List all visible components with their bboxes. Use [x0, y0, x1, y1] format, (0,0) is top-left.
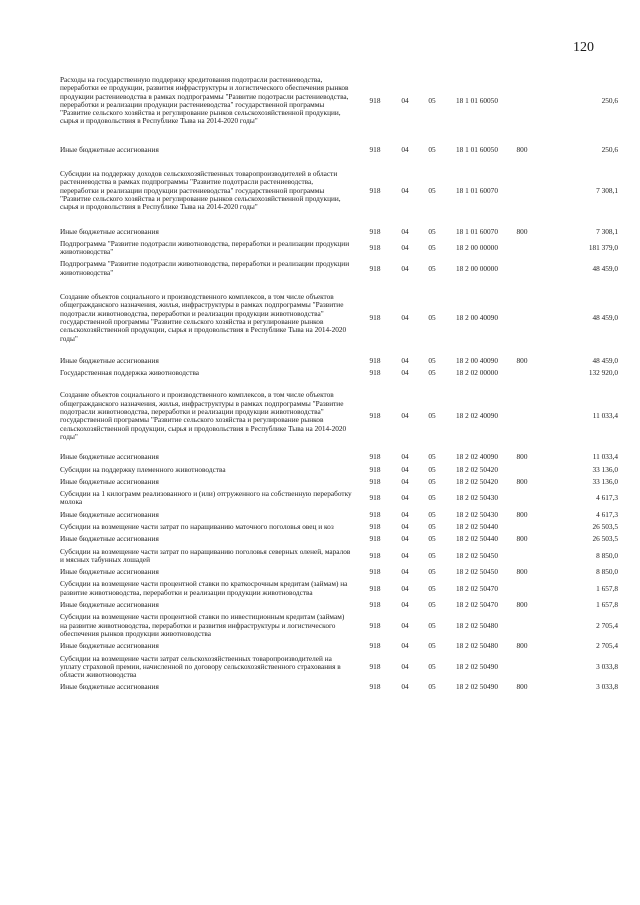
row-target-code: 18 2 02 50470: [456, 600, 498, 610]
row-subsection: 05: [428, 243, 436, 252]
table-row: [60, 642, 620, 650]
row-amount: 33 136,0: [592, 464, 618, 474]
row-target-code: 18 1 01 60050: [456, 144, 498, 154]
row-admin-code: 918: [369, 411, 381, 421]
row-section: 04: [401, 583, 409, 593]
row-name: Субсидии на возмещение части затрат сельскохозяйственных товаропроизводителей на уплату страховой премии, начисленной по договору сельскохозяйственного страхования в области животноводства: [60, 653, 341, 680]
row-expense-type: 800: [516, 641, 528, 651]
row-section: 04: [401, 600, 409, 610]
row-subsection: 05: [428, 521, 436, 531]
row-name: Подпрограмма "Развитие подотрасли животноводства, переработки и реализации продукции животноводства": [60, 259, 350, 277]
row-section: 04: [401, 550, 409, 560]
row-name: Расходы на государственную поддержку кредитования подотрасли растениеводства, переработки ее продукции, развития инфраструктуры и логистического обеспечения рынков продукции растениеводства в рамках подпрограммы "Развитие подотрасли растениеводства, переработки и реализации продукции растениеводства" государственной программы "Развитие сельского хозяйства и регулирование рынков сельскохозяйственной продукции, сырья и продовольствия в Республике Тыва на 2014-2020 годы": [60, 75, 349, 126]
row-spacer: [60, 126, 620, 146]
row-name: Государственная поддержка животноводства: [60, 368, 200, 378]
row-target-code: 18 2 00 40090: [456, 355, 498, 365]
row-admin-code: 918: [369, 464, 381, 474]
row-expense-type: 800: [516, 452, 528, 462]
row-subsection: 05: [428, 661, 436, 671]
row-subsection: 05: [428, 583, 436, 593]
row-amount: 250,6: [601, 144, 618, 154]
page-number: 120: [573, 40, 594, 55]
row-name: Субсидии на возмещение части затрат по наращиванию маточного поголовья овец и коз: [60, 521, 334, 531]
row-name: Создание объектов социального и производственного комплексов, в том числе объектов общегражданского назначения, жилья, инфраструктуры в рамках подпрограммы "Развитие подотрасли животноводства, переработки и реализации продукции животноводства" государственной программы "Развитие сельского хозяйства и регулирование рынков сельскохозяйственной продукции, сырья и продовольствия в Республике Тыва на 2014-2020 годы": [60, 390, 347, 441]
row-subsection: 05: [428, 368, 436, 378]
row-section: 04: [401, 452, 409, 462]
row-section: 04: [401, 476, 409, 486]
row-subsection: 05: [428, 534, 436, 544]
row-subsection: 05: [428, 411, 436, 421]
row-subsection: 05: [428, 312, 436, 322]
row-name: Субсидии на возмещение части процентной ставки по инвестиционным кредитам (займам) на развитие животноводства, переработки и развития инфраструктуры и логистического обеспечения рынков продукции животноводства: [60, 612, 345, 638]
row-amount: 1 657,8: [596, 583, 618, 593]
table-row: [60, 535, 620, 543]
row-target-code: 18 2 02 50420: [456, 464, 498, 474]
row-admin-code: 918: [369, 509, 381, 519]
row-amount: 8 850,0: [596, 550, 618, 560]
row-amount: 3 033,8: [596, 661, 618, 671]
row-target-code: 18 2 02 50450: [456, 550, 498, 560]
row-amount: 26 503,5: [592, 521, 618, 531]
table-row: [60, 453, 620, 461]
row-amount: 4 617,3: [596, 509, 618, 519]
row-admin-code: 918: [369, 368, 381, 378]
table-row: [60, 568, 620, 576]
table-row: [60, 613, 620, 638]
row-section: 04: [401, 464, 409, 474]
row-section: 04: [401, 312, 409, 322]
row-section: 04: [401, 521, 409, 531]
row-section: 04: [401, 411, 409, 421]
row-admin-code: 918: [369, 600, 381, 610]
row-admin-code: 918: [369, 185, 381, 195]
table-row: [60, 511, 620, 519]
row-name: Иные бюджетные ассигнования: [60, 144, 159, 154]
row-name: Создание объектов социального и производственного комплексов, в том числе объектов общегражданского назначения, жилья, инфраструктуры в рамках подпрограммы "Развитие подотрасли животноводства, переработки и реализации продукции животноводства" государственной программы "Развитие сельского хозяйства и регулирование рынков сельскохозяйственной продукции, сырья и продовольствия в Республике Тыва на 2014-2020 годы": [60, 292, 347, 343]
row-section: 04: [401, 534, 409, 544]
row-amount: 11 033,4: [592, 452, 618, 462]
table-row: [60, 580, 620, 597]
row-subsection: 05: [428, 464, 436, 474]
row-target-code: 18 1 01 60070: [456, 185, 498, 195]
row-section: 04: [401, 368, 409, 378]
row-section: 04: [401, 493, 409, 503]
row-amount: 181 379,0: [588, 243, 618, 252]
row-amount: 3 033,8: [596, 682, 618, 692]
row-amount: 11 033,4: [592, 411, 618, 421]
row-admin-code: 918: [369, 534, 381, 544]
row-amount: 2 705,4: [596, 620, 618, 630]
row-name: Иные бюджетные ассигнования: [60, 226, 159, 236]
row-admin-code: 918: [369, 226, 381, 236]
table-row: [60, 240, 620, 257]
row-subsection: 05: [428, 620, 436, 630]
table-row: [60, 391, 620, 441]
row-subsection: 05: [428, 641, 436, 651]
row-amount: 48 459,0: [592, 263, 618, 273]
row-section: 04: [401, 661, 409, 671]
row-subsection: 05: [428, 600, 436, 610]
row-section: 04: [401, 243, 409, 252]
row-amount: 7 308,1: [596, 185, 618, 195]
row-name: Подпрограмма "Развитие подотрасли животноводства, переработки и реализации продукции животноводства": [60, 238, 350, 257]
row-target-code: 18 2 02 40090: [456, 411, 498, 421]
row-expense-type: 800: [516, 600, 528, 610]
row-subsection: 05: [428, 263, 436, 273]
row-name: Иные бюджетные ассигнования: [60, 682, 159, 692]
row-expense-type: 800: [516, 226, 528, 236]
row-section: 04: [401, 355, 409, 365]
row-target-code: 18 2 02 00000: [456, 368, 498, 378]
row-name: Субсидии на 1 килограмм реализованного и (или) отгруженного на собственную переработку молока: [60, 489, 352, 507]
row-name: Субсидии на поддержку племенного животноводства: [60, 464, 226, 474]
row-spacer: [60, 212, 620, 228]
row-amount: 1 657,8: [596, 600, 618, 610]
row-name: Иные бюджетные ассигнования: [60, 567, 159, 577]
row-subsection: 05: [428, 95, 436, 105]
table-row: [60, 655, 620, 680]
table-row: [60, 146, 620, 154]
row-expense-type: 800: [516, 355, 528, 365]
row-target-code: 18 2 02 50450: [456, 567, 498, 577]
row-target-code: 18 2 02 40090: [456, 452, 498, 462]
row-admin-code: 918: [369, 95, 381, 105]
row-amount: 8 850,0: [596, 567, 618, 577]
row-subsection: 05: [428, 550, 436, 560]
row-amount: 4 617,3: [596, 493, 618, 503]
row-section: 04: [401, 263, 409, 273]
row-subsection: 05: [428, 355, 436, 365]
row-target-code: 18 2 00 40090: [456, 312, 498, 322]
row-admin-code: 918: [369, 583, 381, 593]
row-target-code: 18 2 02 50430: [456, 493, 498, 503]
table-row: [60, 260, 620, 277]
row-admin-code: 918: [369, 641, 381, 651]
row-target-code: 18 2 00 00000: [456, 263, 498, 273]
row-subsection: 05: [428, 567, 436, 577]
row-target-code: 18 2 02 50480: [456, 620, 498, 630]
row-section: 04: [401, 509, 409, 519]
row-subsection: 05: [428, 226, 436, 236]
row-spacer: [60, 277, 620, 293]
table-row: [60, 548, 620, 565]
row-target-code: 18 2 02 50430: [456, 509, 498, 519]
row-admin-code: 918: [369, 550, 381, 560]
row-target-code: 18 2 02 50490: [456, 682, 498, 692]
table-row: [60, 683, 620, 691]
row-section: 04: [401, 641, 409, 651]
row-subsection: 05: [428, 509, 436, 519]
row-subsection: 05: [428, 493, 436, 503]
table-row: [60, 357, 620, 365]
row-subsection: 05: [428, 185, 436, 195]
row-amount: 2 705,4: [596, 641, 618, 651]
row-admin-code: 918: [369, 521, 381, 531]
row-name: Субсидии на возмещение части процентной ставки по краткосрочным кредитам (займам) на развитие животноводства, переработки и реализации продукции животноводства: [60, 579, 348, 597]
row-target-code: 18 2 02 50490: [456, 661, 498, 671]
row-target-code: 18 1 01 60050: [456, 95, 498, 105]
row-admin-code: 918: [369, 682, 381, 692]
row-amount: 132 920,0: [588, 368, 618, 378]
row-expense-type: 800: [516, 534, 528, 544]
row-admin-code: 918: [369, 263, 381, 273]
row-amount: 26 503,5: [592, 534, 618, 544]
row-target-code: 18 2 02 50440: [456, 534, 498, 544]
row-admin-code: 918: [369, 567, 381, 577]
row-admin-code: 918: [369, 144, 381, 154]
row-section: 04: [401, 620, 409, 630]
table-row: [60, 478, 620, 486]
table-row: [60, 601, 620, 609]
budget-table: [60, 76, 620, 692]
row-expense-type: 800: [516, 144, 528, 154]
table-row: [60, 170, 620, 211]
row-section: 04: [401, 95, 409, 105]
row-expense-type: 800: [516, 476, 528, 486]
row-subsection: 05: [428, 682, 436, 692]
row-section: 04: [401, 567, 409, 577]
row-admin-code: 918: [369, 661, 381, 671]
row-name: Иные бюджетные ассигнования: [60, 641, 159, 651]
row-subsection: 05: [428, 144, 436, 154]
table-row: [60, 293, 620, 343]
row-name: Субсидии на поддержку доходов сельскохозяйственных товаропроизводителей в области растениеводства в рамках подпрограммы "Развитие подотрасли растениеводства, переработки и реализации продукции растениеводства" государственной программы "Развитие сельского хозяйства и регулирование рынков сельскохозяйственной продукции, сырья и продовольствия в Республике Тыва на 2014-2020 годы": [60, 169, 341, 212]
row-name: Иные бюджетные ассигнования: [60, 355, 159, 365]
row-target-code: 18 1 01 60070: [456, 226, 498, 236]
table-row: [60, 228, 620, 236]
row-target-code: 18 2 02 50470: [456, 583, 498, 593]
row-admin-code: 918: [369, 243, 381, 252]
table-row: [60, 76, 620, 126]
row-subsection: 05: [428, 452, 436, 462]
row-name: Иные бюджетные ассигнования: [60, 452, 159, 462]
row-admin-code: 918: [369, 620, 381, 630]
row-amount: 33 136,0: [592, 476, 618, 486]
row-amount: 48 459,0: [592, 355, 618, 365]
row-admin-code: 918: [369, 355, 381, 365]
table-row: [60, 369, 620, 377]
row-name: Субсидии на возмещение части затрат по наращиванию поголовья северных оленей, маралов и мясных табунных лошадей: [60, 546, 351, 564]
row-amount: 48 459,0: [592, 312, 618, 322]
row-spacer: [60, 154, 620, 170]
row-section: 04: [401, 682, 409, 692]
row-expense-type: 800: [516, 509, 528, 519]
row-expense-type: 800: [516, 682, 528, 692]
row-name: Иные бюджетные ассигнования: [60, 600, 159, 610]
row-admin-code: 918: [369, 493, 381, 503]
table-row: [60, 490, 620, 507]
row-target-code: 18 2 02 50440: [456, 521, 498, 531]
row-target-code: 18 2 00 00000: [456, 243, 498, 252]
row-admin-code: 918: [369, 452, 381, 462]
row-name: Иные бюджетные ассигнования: [60, 476, 159, 486]
row-amount: 250,6: [601, 95, 618, 105]
row-target-code: 18 2 02 50480: [456, 641, 498, 651]
row-spacer: [60, 343, 620, 357]
row-expense-type: 800: [516, 567, 528, 577]
row-admin-code: 918: [369, 312, 381, 322]
table-row: [60, 466, 620, 474]
row-section: 04: [401, 185, 409, 195]
row-section: 04: [401, 144, 409, 154]
row-section: 04: [401, 226, 409, 236]
row-admin-code: 918: [369, 476, 381, 486]
row-target-code: 18 2 02 50420: [456, 476, 498, 486]
row-spacer: [60, 377, 620, 391]
row-subsection: 05: [428, 476, 436, 486]
row-name: Иные бюджетные ассигнования: [60, 534, 159, 544]
row-name: Иные бюджетные ассигнования: [60, 509, 159, 519]
table-row: [60, 523, 620, 531]
row-amount: 7 308,1: [596, 226, 618, 236]
